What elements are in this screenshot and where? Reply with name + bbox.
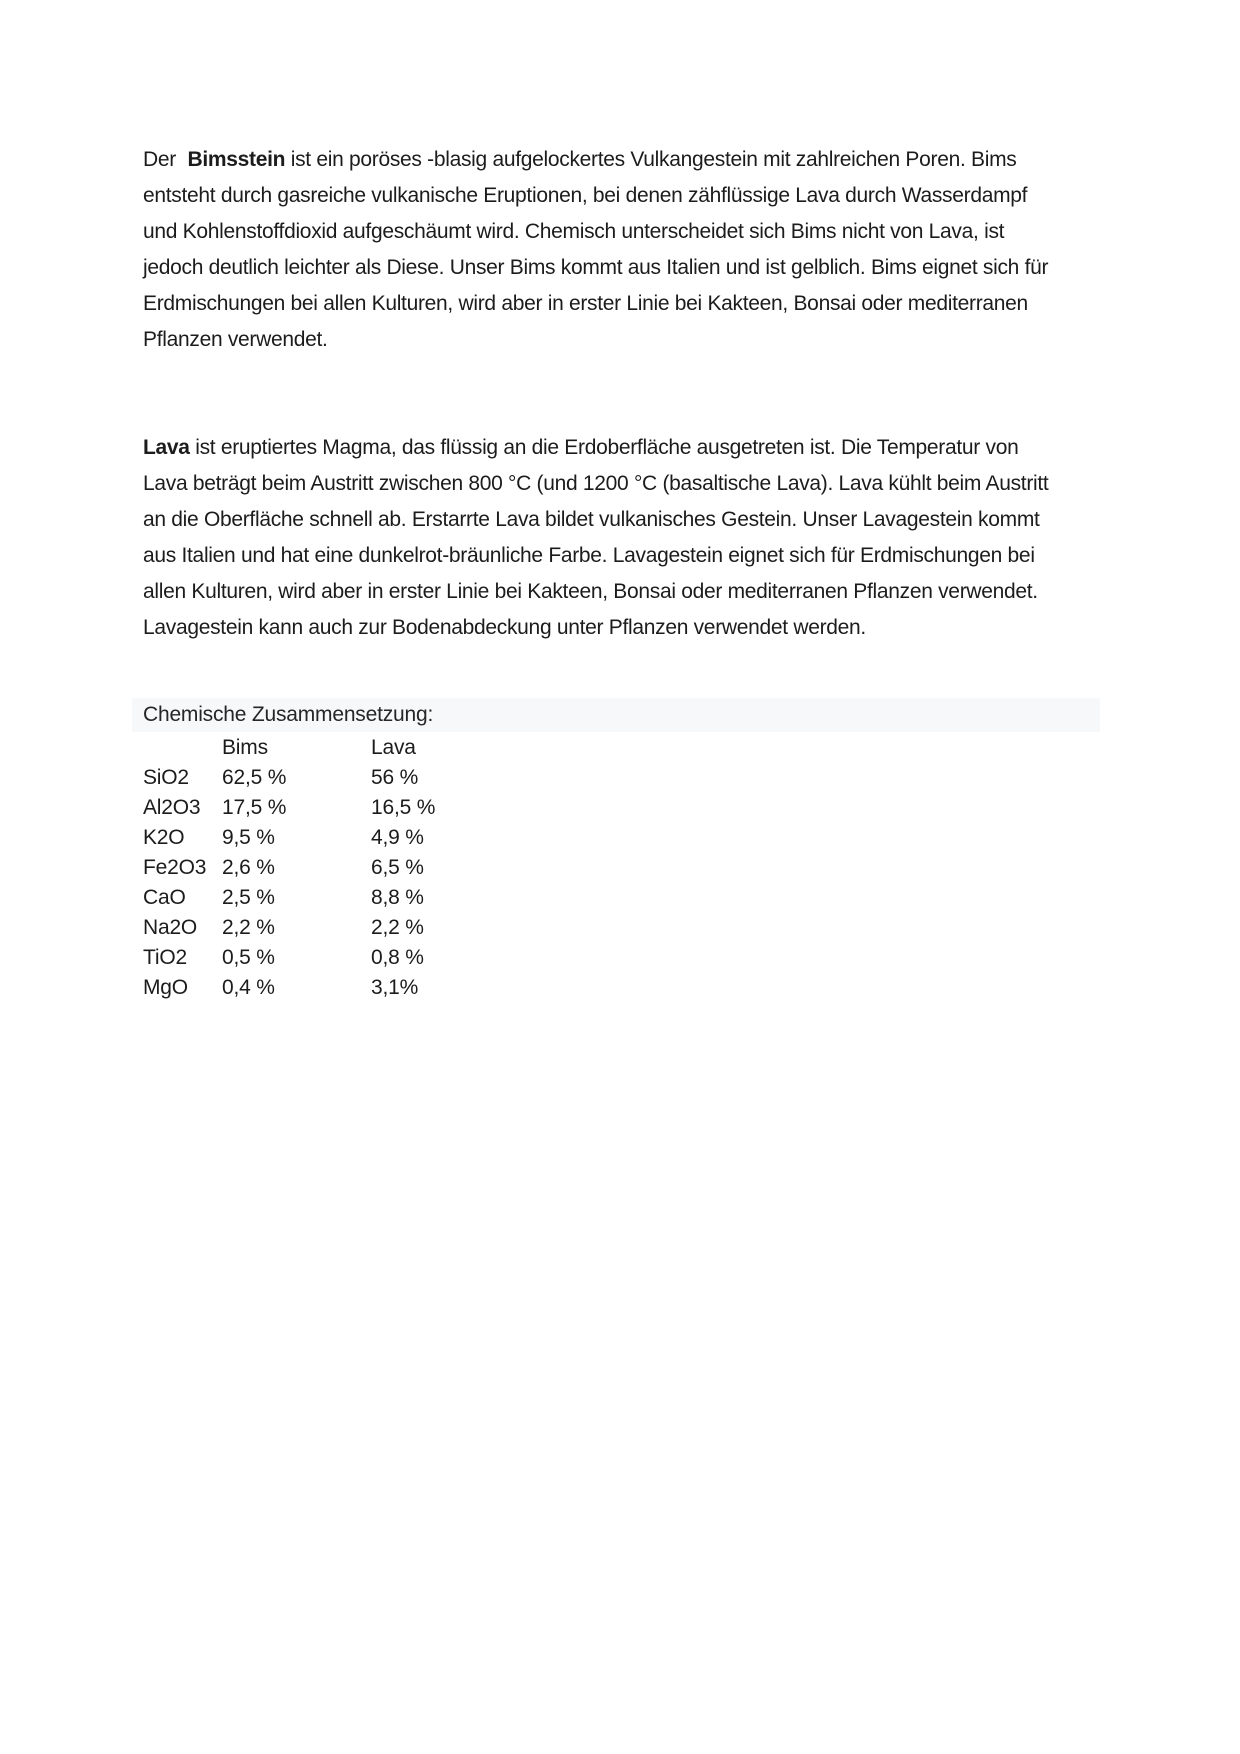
- table-row: [143, 793, 591, 823]
- header-cell-bims: Bims: [222, 736, 268, 759]
- bims-value-cell: 9,5 %: [222, 826, 275, 849]
- paragraph-bims: [143, 142, 1061, 358]
- bims-value-cell: 62,5 %: [222, 766, 287, 789]
- bims-value-cell: 0,4 %: [222, 976, 275, 999]
- lava-value-cell: 8,8 %: [371, 886, 424, 909]
- lava-value-cell: 0,8 %: [371, 946, 424, 969]
- paragraph-bims-lead: Der: [143, 148, 176, 171]
- lava-value-cell: 6,5 %: [371, 856, 424, 879]
- bims-value-cell: 17,5 %: [222, 796, 287, 819]
- lava-value-cell: 3,1%: [371, 976, 419, 999]
- compound-cell: MgO: [143, 976, 188, 999]
- header-cell-empty: [143, 733, 222, 763]
- lava-value-cell: 4,9 %: [371, 826, 424, 849]
- compound-cell: Al2O3: [143, 796, 201, 819]
- bims-value-cell: 2,6 %: [222, 856, 275, 879]
- paragraph-bims-body: ist ein poröses -blasig aufgelockertes Vulkangestein mit zahlreichen Poren. Bims entsteht durch gasreiche vulkanische Eruptionen, bei denen zähflüssige Lava durch Wasserdampf und Kohlenstoffdioxid aufgeschäumt wird. Chemisch unterscheidet sich Bims nicht von Lava, ist jedoch deutlich leichter als Diese. Unser Bims kommt aus Italien und ist gelblich. Bims eignet sich für Erdmischungen bei allen Kulturen, wird aber in erster Linie bei Kakteen, Bonsai oder mediterranen Pflanzen verwendet.: [143, 148, 1049, 351]
- compound-cell: CaO: [143, 886, 186, 909]
- composition-table: [143, 733, 591, 1003]
- table-row: [143, 883, 591, 913]
- compound-cell: SiO2: [143, 766, 189, 789]
- table-row: [143, 763, 591, 793]
- paragraph-lava-bold-term: Lava: [143, 436, 190, 459]
- bims-value-cell: 2,5 %: [222, 886, 275, 909]
- compound-cell: K2O: [143, 826, 185, 849]
- bims-value-cell: 0,5 %: [222, 946, 275, 969]
- bims-value-cell: 2,2 %: [222, 916, 275, 939]
- paragraph-lava: [143, 430, 1061, 646]
- paragraph-bims-bold-term: Bimsstein: [187, 148, 286, 171]
- compound-cell: Fe2O3: [143, 856, 207, 879]
- compound-cell: TiO2: [143, 946, 187, 969]
- lava-value-cell: 2,2 %: [371, 916, 424, 939]
- composition-heading-band: [132, 698, 1100, 732]
- composition-heading: Chemische Zusammensetzung:: [143, 703, 434, 726]
- table-row: [143, 853, 591, 883]
- paragraph-lava-body: ist eruptiertes Magma, das flüssig an die Erdoberfläche ausgetreten ist. Die Temperatur von Lava beträgt beim Austritt zwischen 800 °C (und 1200 °C (basaltische Lava). Lava kühlt beim Austritt an die Oberfläche schnell ab. Erstarrte Lava bildet vulkanisches Gestein. Unser Lavagestein kommt aus Italien und hat eine dunkelrot-bräunliche Farbe. Lavagestein eignet sich für Erdmischungen bei allen Kulturen, wird aber in erster Linie bei Kakteen, Bonsai oder mediterranen Pflanzen verwendet. Lavagestein kann auch zur Bodenabdeckung unter Pflanzen verwendet werden.: [143, 436, 1049, 639]
- lava-value-cell: 56 %: [371, 766, 419, 789]
- compound-cell: Na2O: [143, 916, 198, 939]
- table-row: [143, 823, 591, 853]
- header-cell-lava: Lava: [371, 736, 416, 759]
- table-row: [143, 973, 591, 1003]
- table-row: [143, 913, 591, 943]
- table-row: [143, 943, 591, 973]
- table-header-row: [143, 733, 591, 763]
- lava-value-cell: 16,5 %: [371, 796, 436, 819]
